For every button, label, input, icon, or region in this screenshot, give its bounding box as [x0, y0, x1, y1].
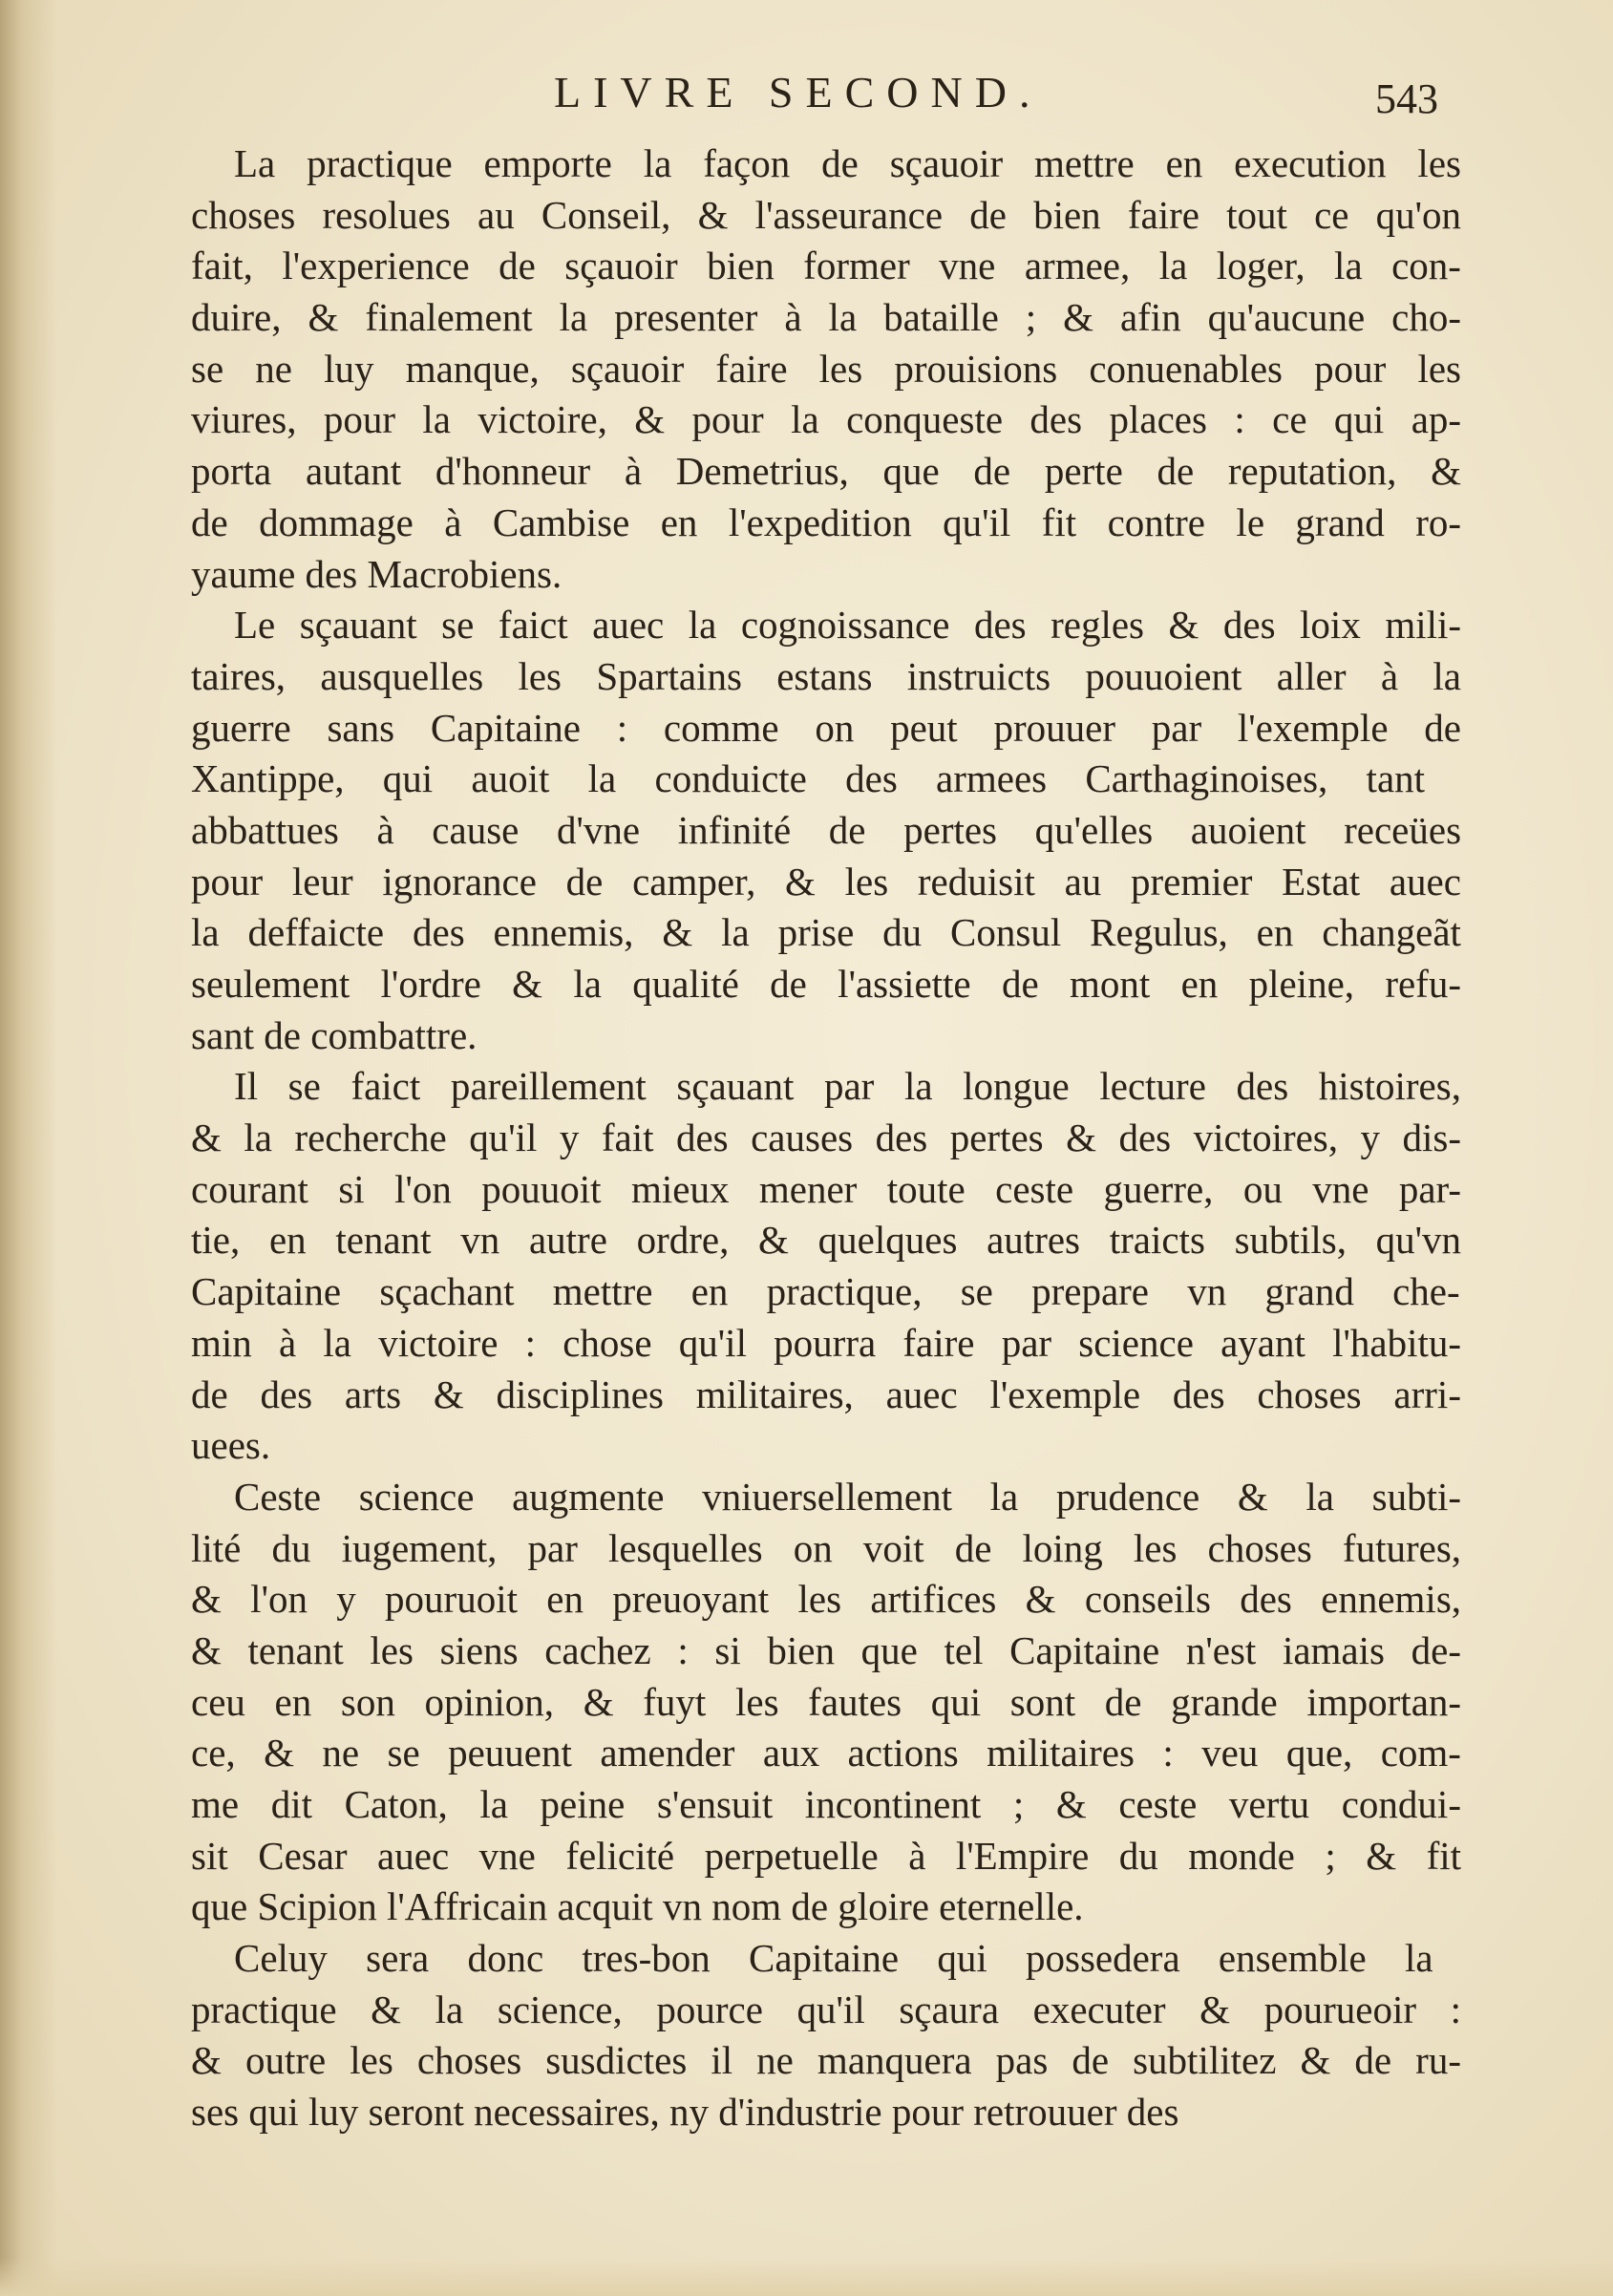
text-line: sant de combattre.	[191, 1012, 478, 1057]
body-text	[191, 138, 1461, 2138]
page-edge-shadow	[0, 0, 57, 2296]
text-line: pour leur ignorance de camper, & les reduisit au premier Estat auec	[191, 859, 1461, 904]
text-line: min à la victoire : chose qu'il pourra faire par science ayant l'habitu-	[191, 1320, 1462, 1365]
running-head-title: LIVRE SECOND.	[554, 68, 1043, 117]
text-line: fait, l'experience de sçauoir bien former vne armee, la loger, la con-	[191, 244, 1461, 288]
text-line: seulement l'ordre & la qualité de l'assiette de mont en pleine, refu-	[191, 962, 1461, 1006]
text-line: Capitaine sçachant mettre en practique, se prepare vn grand che-	[191, 1269, 1460, 1314]
text-line: & l'on y pouruoit en preuoyant les artifices & conseils des ennemis,	[191, 1577, 1462, 1622]
text-line: Celuy sera donc tres-bon Capitaine qui possedera ensemble la	[234, 1936, 1433, 1981]
text-line: Le sçauant se faict auec la cognoissance des regles & des loix mili-	[234, 603, 1462, 648]
text-line: & la recherche qu'il y fait des causes des pertes & des victoires, y dis-	[191, 1116, 1461, 1160]
text-line: porta autant d'honneur à Demetrius, que de perte de reputation, &	[191, 449, 1461, 494]
text-line: ses qui luy seront necessaires, ny d'industrie pour retrouuer des	[191, 2090, 1179, 2135]
text-line: courant si l'on pouuoit mieux mener toute ceste guerre, ou vne par-	[191, 1166, 1462, 1211]
text-line: choses resolues au Conseil, & l'asseurance de bien faire tout ce qu'on	[191, 192, 1462, 237]
text-line: & tenant les siens cachez : si bien que tel Capitaine n'est iamais de-	[191, 1627, 1461, 1672]
text-line: tie, en tenant vn autre ordre, & quelques autres traicts subtils, qu'vn	[191, 1218, 1462, 1263]
text-line: me dit Caton, la peine s'ensuit incontinent ; & ceste vertu condui-	[191, 1782, 1461, 1826]
text-line: sit Cesar auec vne felicité perpetuelle à l'Empire du monde ; & fit	[191, 1833, 1462, 1878]
text-line: yaume des Macrobiens.	[191, 551, 562, 596]
text-line: Ceste science augmente vniuersellement la prudence & la subti-	[234, 1474, 1462, 1519]
text-line: de dommage à Cambise en l'expedition qu'il fit contre le grand ro-	[191, 500, 1462, 544]
text-line: que Scipion l'Affricain acquit vn nom de gloire eternelle.	[191, 1884, 1084, 1929]
text-line: lité du iugement, par lesquelles on voit de loing les choses futures,	[191, 1525, 1462, 1570]
page-number: 543	[1375, 75, 1438, 122]
text-line: se ne luy manque, sçauoir faire les prouisions conuenables pour les	[191, 346, 1461, 391]
page-bottom-edge	[0, 2258, 1613, 2296]
text-line: de des arts & disciplines militaires, auec l'exemple des choses arri-	[191, 1371, 1461, 1416]
text-line: guerre sans Capitaine : comme on peut prouuer par l'exemple de	[191, 705, 1461, 750]
text-line: uees.	[191, 1423, 271, 1468]
text-line: taires, ausquelles les Spartains estans instruicts pouuoient aller à la	[191, 653, 1461, 698]
running-head	[0, 67, 1613, 134]
text-line: la deffaicte des ennemis, & la prise du Consul Regulus, en changeãt	[191, 910, 1461, 955]
text-line: practique & la science, pource qu'il sçaura executer & pourueoir :	[191, 1987, 1462, 2031]
text-line: La practique emporte la façon de sçauoir mettre en execution les	[234, 141, 1461, 185]
text-line: Xantippe, qui auoit la conduicte des armees Carthaginoises, tant	[191, 756, 1426, 801]
text-line: duire, & finalement la presenter à la bataille ; & afin qu'aucune cho-	[191, 295, 1461, 340]
text-line: & outre les choses susdictes il ne manquera pas de subtilitez & de ru-	[191, 2038, 1461, 2083]
text-line: abbattues à cause d'vne infinité de pertes qu'elles auoient receües	[191, 807, 1462, 852]
text-line: ce, & ne se peuuent amender aux actions militaires : veu que, com-	[191, 1731, 1461, 1775]
text-line: Il se faict pareillement sçauant par la longue lecture des histoires,	[234, 1064, 1461, 1109]
text-line: viures, pour la victoire, & pour la conqueste des places : ce qui ap-	[191, 397, 1462, 442]
text-line: ceu en son opinion, & fuyt les fautes qui sont de grande importan-	[191, 1679, 1462, 1724]
